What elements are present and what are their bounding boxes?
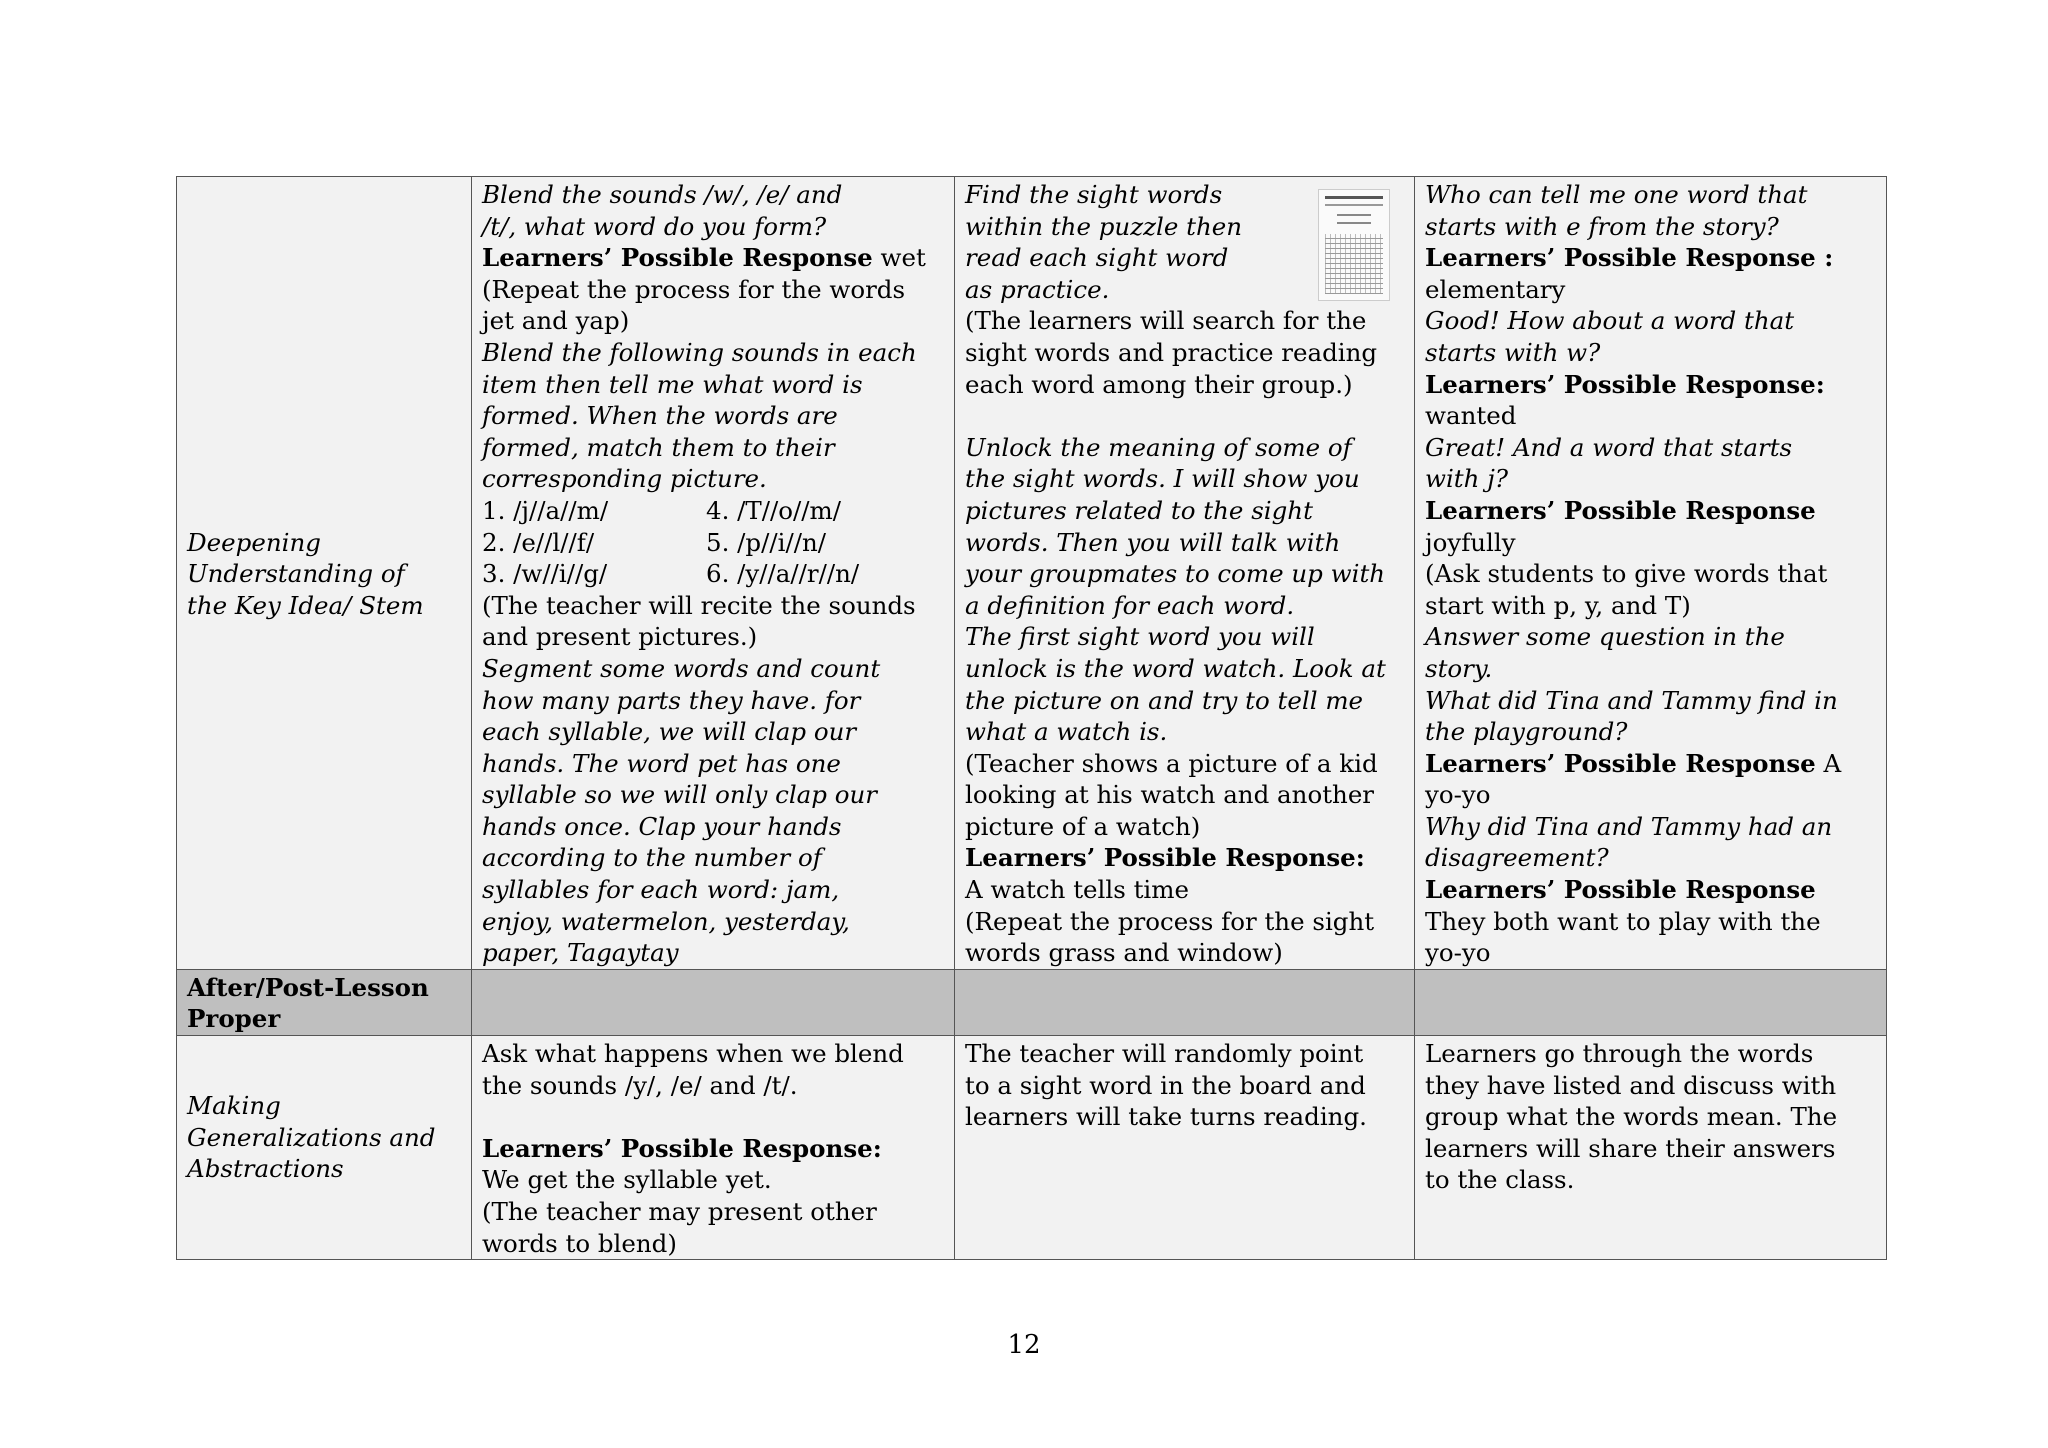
sound-item: 3. /w//i//g/ [482,559,608,589]
text-line: within the puzzle then [965,211,1243,241]
text-line: syllable so we will only clap our [482,780,878,810]
text-line: Ask what happens when we blend [482,1039,904,1069]
text-line: the sight words. I will show you [965,464,1360,494]
text-line: item then tell me what word is [482,369,863,399]
label-line: Understanding of [187,559,405,589]
deepening-col-sight-words [955,177,1415,970]
sound-item-pair [482,495,944,527]
text-line: each word among their group.) [965,369,1353,399]
puzzle-word-list [1337,222,1371,224]
text-line: enjoy, watermelon, yesterday, [482,906,850,936]
row-label-deepening [177,177,472,970]
text-line: We get the syllable yet. [482,1165,772,1195]
text-line: learners will share their answers [1425,1133,1836,1163]
text-line: Learners go through the words [1425,1039,1814,1069]
response-label: Learners’ Possible Response: [482,1133,882,1163]
text-line: and present pictures.) [482,622,758,652]
text-line: looking at his watch and another [965,780,1375,810]
text-line: to the class. [1425,1165,1575,1195]
label-line: Generalizations and [187,1122,436,1152]
blank-line [482,1101,944,1133]
response-text: wet [872,243,926,273]
text-line: (Teacher shows a picture of a kid [965,748,1378,778]
text-line: starts with e from the story? [1425,211,1779,241]
label-line: Abstractions [187,1154,344,1184]
sound-item: 5. /p//i//n/ [706,527,826,557]
text-line: yo-yo [1425,938,1491,968]
text-line: group what the words mean. The [1425,1102,1838,1132]
text-line: A watch tells time [965,875,1189,905]
puzzle-word-list [1337,214,1371,216]
response-line [482,242,944,274]
text-line: they have listed and discuss with [1425,1070,1837,1100]
row-label-making-generalizations [177,1036,472,1260]
text-line: words to blend) [482,1228,677,1258]
response-line [1425,748,1876,780]
text-line: read each sight word [965,243,1229,273]
text-line: the sounds /y/, /e/ and /t/. [482,1070,798,1100]
response-label: Learners’ Possible Response: [965,843,1365,873]
puzzle-subtitle-bar [1325,204,1383,206]
sound-item: 2. /e//l//f/ [482,527,595,557]
text-line: What did Tina and Tammy find in [1425,685,1838,715]
response-label: Learners’ Possible Response [1425,748,1816,778]
text-line: (The teacher may present other [482,1197,877,1226]
empty-cell [1415,969,1887,1035]
lesson-plan-table [176,176,1887,1260]
text-line: disagreement? [1425,843,1609,873]
word-search-puzzle-image [1318,189,1390,301]
sound-item: 6. /y//a//r//n/ [706,559,860,589]
text-line: words. Then you will talk with [965,527,1341,557]
sound-item-pair [482,527,944,559]
text-line: hands once. Clap your hands [482,811,842,841]
label-line: Proper [187,1004,281,1034]
text-line: elementary [1425,274,1566,304]
sound-item: 4. /T//o//m/ [706,495,842,525]
making-col-sight-words [955,1036,1415,1260]
text-line: Answer some question in the [1425,622,1785,652]
text-line: the picture on and try to tell me [965,685,1364,715]
text-line: with j? [1425,464,1508,494]
text-line: words grass and window) [965,938,1283,968]
text-line: Who can tell me one word that [1425,180,1808,209]
text-line: the playground? [1425,717,1628,747]
text-line: Find the sight words [965,180,1223,209]
text-line: formed, match them to their [482,432,835,462]
text-line: your groupmates to come up with [965,559,1386,589]
text-line: corresponding picture. [482,464,767,494]
text-line: paper, Tagaytay [482,938,679,968]
text-line: (The teacher will recite the sounds [482,590,916,620]
text-line: start with p, y, and T) [1425,590,1691,620]
text-line: Segment some words and count [482,653,881,683]
text-line: (Repeat the process for the words [482,274,906,304]
text-line: formed. When the words are [482,401,838,431]
text-line: sight words and practice reading [965,337,1378,367]
text-line: They both want to play with the [1425,906,1821,936]
label-line: Making [187,1091,281,1121]
text-line: The first sight word you will [965,622,1315,652]
label-line: the Key Idea/ Stem [187,590,424,620]
text-line: picture of a watch) [965,811,1201,841]
puzzle-title-bar [1325,196,1383,199]
text-line: yo-yo [1425,780,1491,810]
sound-item: 1. /j//a//m/ [482,495,609,525]
empty-cell [955,969,1415,1035]
making-col-discussion [1415,1036,1887,1260]
text-line: learners will take turns reading. [965,1102,1367,1132]
response-text: A [1815,748,1842,778]
text-line: each syllable, we will clap our [482,717,857,747]
response-label: Learners’ Possible Response: [1425,369,1825,399]
response-label: Learners’ Possible Response [482,243,873,273]
text-line: (The learners will search for the [965,306,1367,336]
text-line: /t/, what word do you form? [482,211,827,241]
text-line: according to the number of [482,843,822,873]
row-after-post-lesson [177,969,1887,1035]
making-col-blending [472,1036,955,1260]
text-line: Blend the following sounds in each [482,337,917,367]
text-line: to a sight word in the board and [965,1070,1366,1100]
text-line: pictures related to the sight [965,495,1313,525]
text-line: jet and yap) [482,306,630,336]
text-line: a definition for each word. [965,590,1295,620]
text-line: joyfully [1425,527,1516,557]
label-line: Deepening [187,527,321,557]
text-line: as practice. [965,274,1110,304]
puzzle-letter-grid [1325,234,1383,294]
label-line: After/Post-Lesson [187,972,429,1002]
deepening-col-phonics [472,177,955,970]
text-line: unlock is the word watch. Look at [965,653,1386,683]
text-line: hands. The word pet has one [482,748,841,778]
text-line: The teacher will randomly point [965,1039,1364,1069]
row-deepening-understanding [177,177,1887,970]
response-label: Learners’ Possible Response [1425,875,1816,905]
blank-line [965,400,1404,432]
text-line: what a watch is. [965,717,1168,747]
text-line: Unlock the meaning of some of [965,432,1352,462]
text-line: starts with w? [1425,337,1601,367]
text-line: wanted [1425,401,1517,431]
page-number: 12 [1007,1330,1041,1360]
response-label: Learners’ Possible Response [1425,495,1816,525]
response-label: Learners’ Possible Response : [1425,243,1834,273]
text-line: how many parts they have. for [482,685,861,715]
row-making-generalizations [177,1036,1887,1260]
sound-item-pair [482,558,944,590]
text-line: Great! And a word that starts [1425,432,1793,462]
text-line: story. [1425,653,1493,683]
text-line: Blend the sounds /w/, /e/ and [482,180,843,209]
empty-cell [472,969,955,1035]
deepening-col-story-words [1415,177,1887,970]
text-line: Why did Tina and Tammy had an [1425,811,1833,841]
text-line: syllables for each word: jam, [482,875,840,905]
row-label-after-post-lesson [177,969,472,1035]
text-line: Good! How about a word that [1425,306,1795,336]
text-line: (Repeat the process for the sight [965,906,1375,936]
text-line: (Ask students to give words that [1425,559,1828,589]
